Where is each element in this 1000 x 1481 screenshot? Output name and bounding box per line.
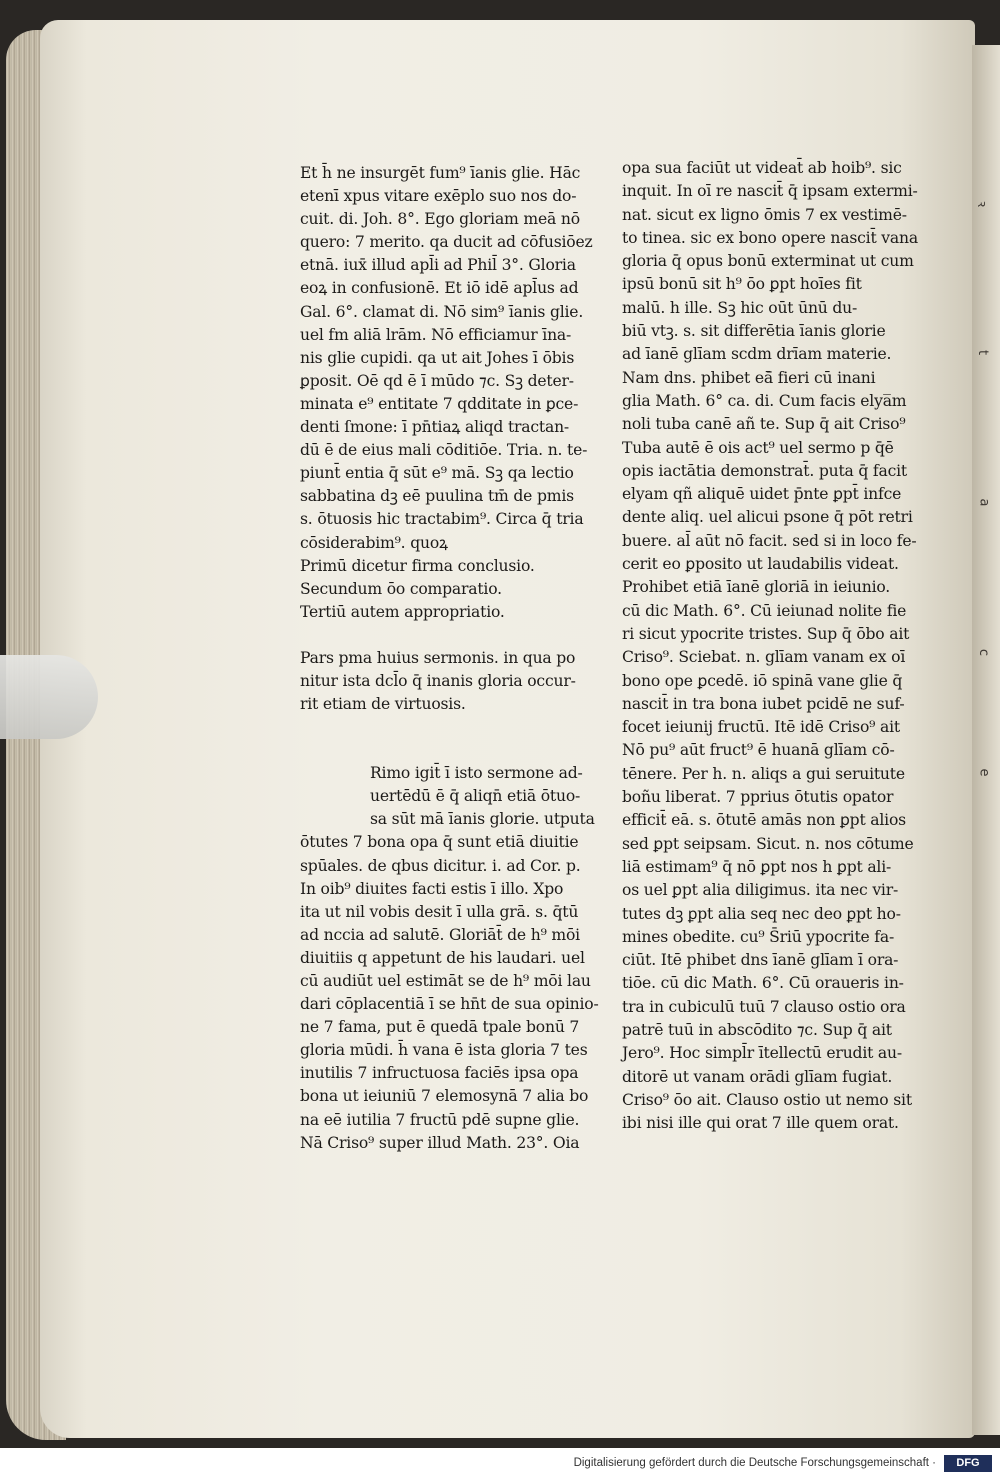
text-line: bono ope ꝑcedē. iō spinā vane glie q̄ xyxy=(622,671,903,690)
facing-page-fragment: e xyxy=(976,768,992,777)
text-line: sa sūt mā īanis glorie. utputa xyxy=(370,810,595,829)
text-line: ne 7 fama, put ē quedā tpale bonū 7 xyxy=(300,1018,580,1037)
text-line: efficit̄ eā. s. ōtutē amās non ꝑpt alios xyxy=(622,811,906,830)
paragraph-gap xyxy=(300,739,600,762)
text-line: gloria q̄ opus bonū exterminat ut cum xyxy=(622,252,914,271)
text-line: cōsiderabim⁹. quoꝝ xyxy=(300,533,448,552)
paragraph-gap xyxy=(300,624,600,647)
text-line: Tuba autē ē ois act⁹ uel sermo p q̄ē xyxy=(622,438,894,457)
sermon-division-list xyxy=(300,555,600,624)
text-line: uel fm aliā lrām. Nō efficiamur īna- xyxy=(300,325,572,344)
text-line: Nō pu⁹ aūt fruct⁹ ē huanā glīam cō- xyxy=(622,741,895,760)
text-line: Primū dicetur firma conclusio. xyxy=(300,556,535,575)
text-line: tiōe. cū dic Math. 6°. Cū oraueris in- xyxy=(622,974,904,993)
text-line: cū dic Math. 6°. Cū ieiunad nolite fie xyxy=(622,601,907,620)
text-line: nitur ista dcl̄o q̄ inanis gloria occur- xyxy=(300,671,576,690)
text-line: inquit. In oī re nascit̄ q̄ ipsam extermi- xyxy=(622,182,918,201)
left-body-text xyxy=(300,762,600,1155)
text-line: etnā. iux̄ illud apl̄i ad Phil̄ 3°. Gloria xyxy=(300,256,576,275)
facing-page-fragment: c xyxy=(976,648,992,657)
text-line: Jero⁹. Hoc simpl̄r ītellectū erudit au- xyxy=(622,1044,902,1063)
text-line: to tinea. sic ex bono opere nascit̄ vana xyxy=(622,228,918,247)
text-line: ad īanē glīam scdm drīam materie. xyxy=(622,345,892,364)
text-line: malū. h ille. Sꝫ hic oūt ūnū du- xyxy=(622,298,858,317)
text-line: Criso⁹ ōo ait. Clauso ostio ut nemo sit xyxy=(622,1090,912,1109)
left-text-column xyxy=(300,162,600,1155)
text-line: Tertiū autem appropriatio. xyxy=(300,602,505,621)
text-line: spūales. de qbus dicitur. i. ad Cor. p. xyxy=(300,856,581,875)
text-line: minata e⁹ entitate 7 qdditate in ꝑce- xyxy=(300,394,579,413)
text-line: uertēdū ē q̄ aliqn̄ etiā ōtuo- xyxy=(370,787,581,806)
text-line: gloria mūdi. h̄ vana ē ista gloria 7 tes xyxy=(300,1041,588,1060)
text-line: ita ut nil vobis desit ī ulla grā. s. q̄tū xyxy=(300,902,579,921)
text-line: Rimo igit̄ ī isto sermone ad- xyxy=(370,764,583,783)
right-text-column xyxy=(622,157,938,1135)
text-line: eoꝝ in confusionē. Et iō idē apl̄us ad xyxy=(300,279,579,298)
text-line: biū vtꝫ. s. sit differētia īanis glorie xyxy=(622,322,886,341)
text-line: Nā Criso⁹ super illud Math. 23°. Oia xyxy=(300,1133,580,1152)
text-line: piunt̄ entia q̄ sūt e⁹ mā. Sꝫ qa lectio xyxy=(300,464,574,483)
text-line: buere. al̄ aūt nō facit. sed si in loco fe- xyxy=(622,531,917,550)
part-heading xyxy=(300,647,600,716)
text-line: dū ē de eius mali cōditiōe. Tria. n. te- xyxy=(300,441,588,460)
text-line: ciūt. Itē phibet dns īanē glīam ī ora- xyxy=(622,951,899,970)
text-line: os uel ꝑpt alia diligimus. ita nec vir- xyxy=(622,881,899,900)
text-line: Et h̄ ne insurgēt fum⁹ īanis glie. Hāc xyxy=(300,164,581,182)
text-line: dente aliq. uel alicui psone q̄ pōt retri xyxy=(622,508,913,527)
text-line: rit etiam de virtuosis. xyxy=(300,695,466,714)
text-line: ōtutes 7 bona opa q̄ sunt etiā diuitie xyxy=(300,833,579,852)
footer-bar xyxy=(0,1448,1000,1481)
text-line: sabbatina dꝫ eē puulina tm̄ de pmis xyxy=(300,487,574,506)
text-line: Gal. 6°. clamat di. Nō sim⁹ īanis glie. xyxy=(300,302,584,321)
text-line: cū audiūt uel estimāt se de h⁹ mōi lau xyxy=(300,972,591,990)
text-line: tēnere. Per h. n. aliqs a gui seruitute xyxy=(622,764,905,783)
text-line: tra in cubiculū tuū 7 clauso ostio ora xyxy=(622,997,906,1016)
text-line: nis glie cupidi. qa ut ait Johes ī ōbis xyxy=(300,348,575,367)
text-line: liā estimam⁹ q̄ nō ꝑpt nos h ꝑpt ali- xyxy=(622,857,892,876)
text-line: Prohibet etiā īanē gloriā in ieiunio. xyxy=(622,578,891,597)
facing-page-fragment: ꝛ xyxy=(974,200,990,208)
text-line: focet ieiunij fructū. Itē idē Criso⁹ ait xyxy=(622,718,900,737)
facing-page-edge xyxy=(972,45,1000,1435)
facing-page-fragment: a xyxy=(976,498,992,507)
text-line: na eē iutilia 7 fructū pdē supne glie. xyxy=(300,1110,580,1129)
text-line: Secundum ōo comparatio. xyxy=(300,579,502,598)
funding-credit: Digitalisierung gefördert durch die Deutsche Forschungsgemeinschaft · xyxy=(573,1457,936,1469)
text-line: tutes dꝫ ꝑpt alia seq nec deo ꝑpt ho- xyxy=(622,904,901,923)
text-line: opis iactātia demonstrat̄. puta q̄ facit xyxy=(622,461,907,480)
text-line: Nam dns. phibet eā̄ fieri cū inani xyxy=(622,368,876,387)
text-line: patrē tuū in abscōdito ⁊c. Sup q̄ ait xyxy=(622,1020,892,1039)
text-line: glia Math. 6° ca. di. Cum facis elya̅m xyxy=(622,391,907,410)
text-line: quero: 7 merito. qa ducit ad cōfusiōez xyxy=(300,233,593,252)
text-line: bona ut ieiuniū 7 elemosynā 7 alia bo xyxy=(300,1087,589,1106)
text-line: ipsū bonū sit h⁹ ōo ꝑpt hoīes fit xyxy=(622,275,862,294)
text-line: In oib⁹ diuites facti estis ī illo. Xpo xyxy=(300,879,564,898)
text-line: boñu liberat. 7 pprius ōtutis opator xyxy=(622,788,894,807)
paragraph-gap xyxy=(300,716,600,739)
text-line: denti ſmone: ī pn̄tiaꝝ aliqd tractan- xyxy=(300,418,570,437)
text-line: nascit̄ in tra bona iubet pcidē ne suf- xyxy=(622,694,905,713)
text-line: cerit eo ꝑposito ut laudabilis videat. xyxy=(622,555,899,574)
text-line: dari cōplacentiā ī se hn̄t de sua opinio- xyxy=(300,995,599,1014)
text-line: ꝑposit. Oē qd ē ī mūdo ⁊c. Sꝫ deter- xyxy=(300,371,574,390)
text-line: sed ꝑpt seipsam. Sicut. n. nos cōtume xyxy=(622,834,914,853)
text-line: Criso⁹. Sciebat. n. glīam vanam ex oī xyxy=(622,648,906,667)
text-line: ditorē ut vanam orādi glīam fugiat. xyxy=(622,1067,893,1086)
page-clip-marker xyxy=(0,655,98,739)
text-line: nat. sicut ex ligno ōmis 7 ex vestimē- xyxy=(622,205,907,224)
text-line: noli tuba canē añ te. Sup q̄ ait Criso⁹ xyxy=(622,415,906,434)
text-line: cuit. di. Joh. 8°. Ego gloriam meā nō xyxy=(300,210,580,229)
text-line: ibi nisi ille qui orat 7 ille quem orat. xyxy=(622,1114,899,1133)
text-line: ad nccia ad salutē. Gloriāt̄ de h⁹ mōi xyxy=(300,925,580,944)
text-line: ri sicut ypocrite tristes. Sup q̄ ōbo ait xyxy=(622,624,910,643)
text-line: s. ōtuosis hic tractabim⁹. Circa q̄ tria xyxy=(300,510,584,529)
text-line: opa sua faciūt ut videat̄ ab hoib⁹. sic xyxy=(622,159,902,177)
dfg-logo: DFG xyxy=(944,1455,992,1472)
text-line: etenī xpus vitare exēplo suo nos do- xyxy=(300,187,577,206)
text-line: Pars pma huius sermonis. in qua po xyxy=(300,648,576,667)
facing-page-fragment: t xyxy=(975,349,991,356)
text-line: diuitiis q appetunt de his laudari. uel xyxy=(300,948,585,967)
text-line: elyam qñ aliquē uidet p̄nte ꝑpt̄ infce xyxy=(622,485,902,504)
text-line: mines obedite. cu⁹ S̄riū ypocrite fa- xyxy=(622,927,895,946)
text-line: inutilis 7 infructuosa faciēs ipsa opa xyxy=(300,1064,579,1083)
left-opening-text xyxy=(300,162,600,555)
